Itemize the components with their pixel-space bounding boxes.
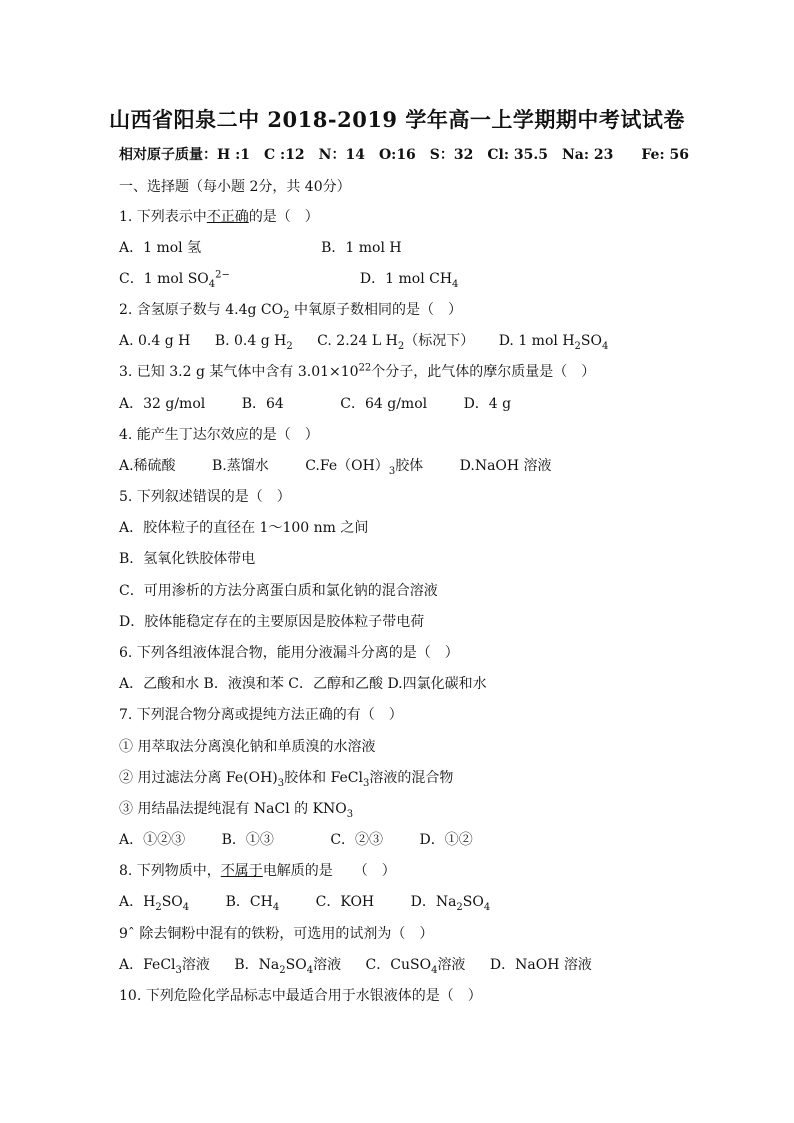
option-a: A.稀硫酸 (119, 458, 176, 474)
option-d: D．①② (419, 832, 473, 848)
option-c: $C.Fe(OH)_3$胶体 (305, 458, 424, 477)
question-6-options: A．乙酸和水 B．液溴和苯 C．乙醇和乙酸 D.四氯化碳和水 (119, 676, 487, 692)
question-3-options (119, 395, 511, 413)
question-1-stem: 1. 下列表示中不正确的是（ ） (119, 209, 319, 225)
page-title: 山西省阳泉二中 2018-2019 学年高一上学期期中考试试卷 (109, 107, 685, 132)
option-a: A．FeCl$_3$溶液 (119, 957, 210, 976)
option-d: D．NaOH 溶液 (489, 957, 592, 973)
option-b: B.蒸馏水 (212, 458, 269, 474)
option-b: B．$CH_4$ (225, 894, 280, 913)
question-3-stem: 3. 已知 3.2 g 某气体中含有 $3.01\times 10^{22}$个分子，此气体的摩尔质量是（ ） (119, 362, 596, 380)
option-d: D．$Na_2SO_4$ (410, 894, 491, 913)
statement-3: ③ 用结晶法提纯混有 NaCl 的 $KNO_3$ (119, 801, 354, 820)
underlined-text: 不属于 (220, 863, 263, 879)
option-b: B．64 (241, 396, 284, 412)
option-c: C．CuSO$_4$溶液 (365, 957, 466, 976)
question-4-stem: 4. 能产生丁达尔效应的是（ ） (119, 427, 319, 443)
question-6-stem: 6. 下列各组液体混合物，能用分液漏斗分离的是（ ） (119, 645, 459, 661)
option-a: A．胶体粒子的直径在 1～100 nm 之间 (119, 520, 369, 536)
option-a: A．1 mol 氢 (119, 240, 202, 256)
question-9-options (119, 956, 592, 974)
statement-2: ② 用过滤法分离 $Fe(OH)_3$胶体和 FeCl$_3$溶液的混合物 (119, 770, 454, 789)
option-a: A．$H_2SO_4$ (119, 894, 190, 913)
option-c: C. 2.24 L $H_2$（标况下） (317, 333, 475, 352)
atomic-masses: 相对原子质量：H :1 C :12 N：14 O:16 S：32 Cl: 35.5 Na: 23 Fe: 56 (119, 147, 689, 163)
question-7-stem: 7. 下列混合物分离或提纯方法正确的有（ ） (119, 707, 403, 723)
question-8-options (119, 893, 490, 911)
option-d: D．1 mol $CH_4$ (359, 271, 459, 290)
question-9-stem: 9ˆ 除去铜粉中混有的铁粉，可选用的试剂为（ ） (119, 926, 434, 942)
option-c: C．64 g/mol (340, 396, 428, 412)
option-d: D.NaOH 溶液 (459, 458, 552, 474)
question-1-options-ab (119, 239, 402, 257)
option-a: A. 0.4 g H (119, 333, 191, 349)
option-c: C．可用渗析的方法分离蛋白质和氯化钠的混合溶液 (119, 583, 438, 599)
option-b: B．氢氧化铁胶体带电 (119, 551, 256, 567)
option-d: D. 1 mol $H_2SO_4$ (498, 333, 609, 352)
question-10-stem: 10. 下列危险化学品标志中最适合用于水银液体的是（ ） (119, 988, 482, 1004)
underlined-text: 不正确 (206, 209, 249, 225)
option-b: B．①③ (221, 832, 274, 848)
option-c: C．1 mol $SO_4^{2-}$ (119, 269, 230, 290)
statement-1: ① 用萃取法分离溴化钠和单质溴的水溶液 (119, 739, 376, 755)
question-5-stem: 5. 下列叙述错误的是（ ） (119, 489, 291, 505)
option-d: D．4 g (463, 396, 512, 412)
question-7-options (119, 831, 473, 849)
question-2-stem: 2. 含氢原子数与 4.4g $CO_2$ 中氧原子数相同的是（ ） (119, 302, 462, 321)
option-a: A．32 g/mol (119, 396, 206, 412)
option-c: C．KOH (315, 894, 375, 910)
option-b: B．1 mol H (321, 240, 402, 256)
question-4-options (119, 457, 552, 475)
option-d: D．胶体能稳定存在的主要原因是胶体粒子带电荷 (119, 614, 425, 630)
question-1-options-cd (119, 270, 458, 288)
question-2-options (119, 332, 608, 350)
option-b: B. 0.4 g $H_2$ (214, 333, 293, 352)
option-c: C．②③ (330, 832, 384, 848)
question-8-stem: 8. 下列物质中，不属于电解质的是 （ ） (119, 863, 396, 879)
option-b: B．$Na_2SO_4$溶液 (234, 957, 342, 976)
option-a: A．①②③ (119, 832, 186, 848)
section-heading: 一、选择题（每小题 2分，共 40分） (119, 179, 351, 195)
